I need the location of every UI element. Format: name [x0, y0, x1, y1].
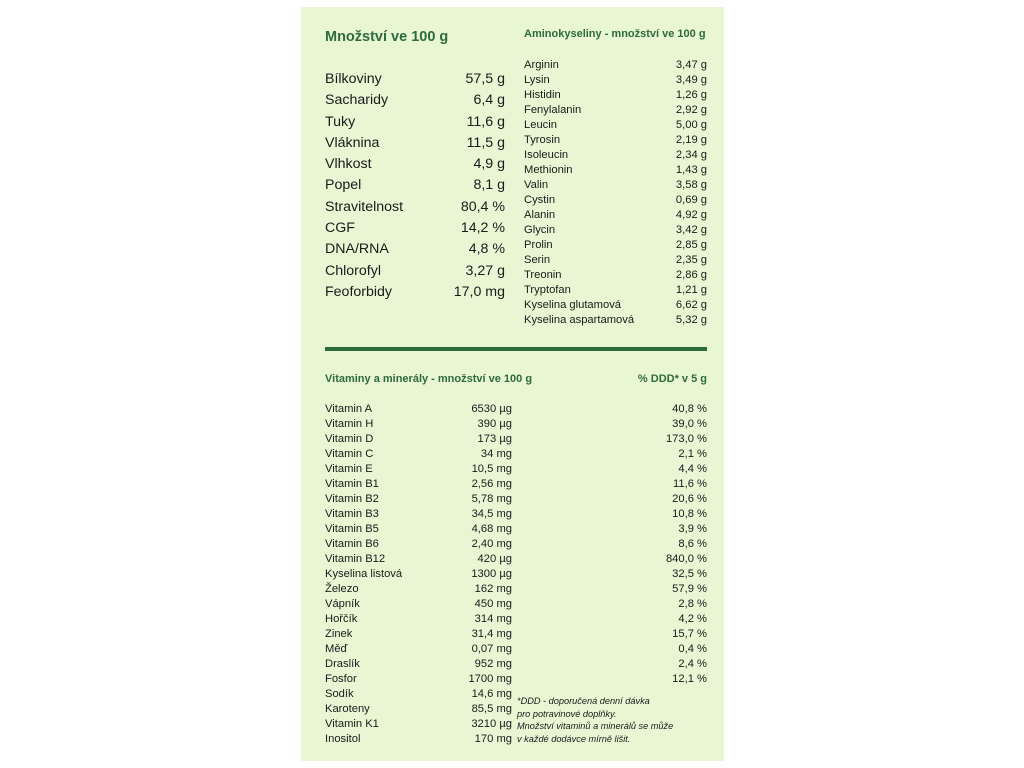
- vitamin-amount: 10,5 mg: [471, 463, 512, 475]
- vitamin-name: Vitamin B3: [325, 508, 379, 520]
- vitamin-amount: 162 mg: [474, 583, 512, 595]
- vitamin-name: Vitamin B2: [325, 493, 379, 505]
- vitamin-name: Vitamin E: [325, 463, 373, 475]
- amino-acid-value: 1,43 g: [675, 164, 707, 176]
- amino-acid-row: [524, 163, 707, 178]
- vitamin-amount: 170 mg: [474, 733, 512, 745]
- footnote-line: Množství vitaminů a minerálů se může: [517, 721, 674, 731]
- vitamin-ddd-percent: 20,6 %: [672, 493, 707, 505]
- nutrient-value: 6,4 g: [473, 92, 505, 109]
- vitamin-row: [325, 552, 707, 567]
- amino-acid-value: 2,92 g: [675, 104, 707, 116]
- amino-acid-row: [524, 88, 707, 103]
- vitamin-amount: 1300 µg: [471, 568, 512, 580]
- amino-acid-row: [524, 148, 707, 163]
- amino-acid-name: Treonin: [524, 269, 562, 281]
- vitamin-amount: 4,68 mg: [471, 523, 512, 535]
- amino-acid-value: 6,62 g: [675, 299, 707, 311]
- footnote-line: *DDD - doporučená denní dávka: [517, 696, 650, 706]
- vitamin-row: [325, 447, 707, 462]
- vitamin-name: Vitamin H: [325, 418, 374, 430]
- amino-acid-row: [524, 208, 707, 223]
- vitamin-ddd-percent: 11,6 %: [673, 478, 707, 490]
- vitamin-amount: 2,40 mg: [471, 538, 512, 550]
- vitamin-ddd-percent: 12,1 %: [672, 673, 707, 685]
- nutrient-name: Tuky: [325, 113, 356, 130]
- amino-acid-name: Fenylalanin: [524, 104, 582, 116]
- vitamin-row: [325, 537, 707, 552]
- nutrient-name: Sacharidy: [325, 92, 389, 109]
- nutrient-row: [325, 175, 505, 196]
- nutrients-table: [325, 69, 505, 303]
- amino-acid-row: [524, 283, 707, 298]
- nutrient-value: 3,27 g: [465, 262, 505, 279]
- vitamin-name: Sodík: [325, 688, 354, 700]
- amino-acid-name: Prolin: [524, 239, 553, 251]
- nutrient-row: [325, 112, 505, 133]
- nutrient-value: 57,5 g: [465, 71, 505, 87]
- section-divider: [325, 347, 707, 351]
- vitamin-row: [325, 492, 707, 507]
- vitamin-ddd-percent: 173,0 %: [665, 433, 707, 445]
- amino-acid-value: 1,26 g: [675, 89, 707, 101]
- vitamin-amount: 6530 µg: [471, 403, 512, 415]
- amino-acid-name: Tryptofan: [524, 284, 571, 296]
- amino-acid-value: 3,49 g: [675, 74, 707, 86]
- vitamin-name: Vitamin K1: [325, 718, 379, 730]
- amino-acid-name: Glycin: [524, 224, 556, 236]
- amino-acid-value: 2,35 g: [675, 254, 707, 266]
- vitamin-name: Železo: [325, 583, 359, 595]
- vitamin-row: [325, 672, 707, 687]
- amino-acid-value: 3,47 g: [675, 59, 707, 71]
- vitamin-amount: 314 mg: [474, 613, 512, 625]
- vitamin-amount: 2,56 mg: [471, 478, 512, 490]
- nutrient-name: CGF: [325, 220, 355, 237]
- vitamin-ddd-percent: 15,7 %: [672, 628, 707, 640]
- vitamin-name: Zinek: [325, 628, 353, 640]
- vitamin-row: [325, 462, 707, 477]
- vitamin-amount: 3210 µg: [471, 718, 512, 730]
- amino-acid-value: 2,85 g: [675, 239, 707, 251]
- vitamin-name: Kyselina listová: [325, 568, 403, 580]
- vitamin-name: Fosfor: [325, 673, 357, 685]
- vitamin-row: [325, 612, 707, 627]
- vitamin-row: [325, 582, 707, 597]
- vitamin-ddd-percent: 10,8 %: [672, 508, 707, 520]
- vitamin-amount: 420 µg: [477, 553, 512, 565]
- amino-acid-name: Kyselina aspartamová: [524, 314, 635, 326]
- amino-acid-row: [524, 193, 707, 208]
- amino-acid-value: 5,00 g: [675, 119, 707, 131]
- nutrient-name: Bílkoviny: [325, 71, 382, 87]
- vitamin-row: [325, 642, 707, 657]
- vitamin-ddd-percent: 4,4 %: [678, 463, 707, 475]
- nutrient-row: [325, 154, 505, 175]
- vitamin-row: [325, 522, 707, 537]
- amino-acid-name: Serin: [524, 254, 551, 266]
- amino-acid-row: [524, 103, 707, 118]
- nutrient-row: [325, 218, 505, 239]
- amino-acid-row: [524, 298, 707, 313]
- vitamin-amount: 952 mg: [474, 658, 512, 670]
- vitamin-name: Vitamin D: [325, 433, 374, 445]
- amino-acid-value: 2,86 g: [675, 269, 707, 281]
- nutrient-name: Popel: [325, 177, 362, 194]
- vitamin-row: [325, 507, 707, 522]
- nutrient-value: 17,0 mg: [453, 283, 505, 300]
- vitamin-ddd-percent: 57,9 %: [672, 583, 707, 595]
- nutrition-panel: [301, 7, 724, 761]
- vitamin-ddd-percent: 39,0 %: [672, 418, 707, 430]
- amino-acid-value: 3,42 g: [675, 224, 707, 236]
- vitamin-row: [325, 567, 707, 582]
- vitamin-amount: 85,5 mg: [471, 703, 512, 715]
- vitamin-name: Draslík: [325, 658, 360, 670]
- amino-acid-value: 5,32 g: [675, 314, 707, 326]
- amino-acid-row: [524, 268, 707, 283]
- vitamin-ddd-percent: 32,5 %: [672, 568, 707, 580]
- nutrient-name: Vláknina: [325, 134, 380, 151]
- amino-acid-name: Isoleucin: [524, 149, 569, 161]
- vitamin-name: Hořčík: [325, 613, 358, 625]
- footnote-line: pro potravinové doplňky.: [517, 708, 617, 719]
- nutrient-name: Chlorofyl: [325, 262, 381, 279]
- vitamin-ddd-percent: 8,6 %: [678, 538, 707, 550]
- vitamin-name: Vitamin B12: [325, 553, 386, 565]
- nutrient-row: [325, 239, 505, 260]
- amino-acid-name: Alanin: [524, 209, 556, 221]
- amino-acid-value: 0,69 g: [675, 194, 707, 206]
- nutrient-value: 11,6 g: [466, 113, 505, 130]
- vitamin-ddd-percent: 40,8 %: [672, 403, 707, 415]
- amino-acids-heading: Aminokyseliny - množství ve 100 g: [524, 28, 706, 40]
- nutrient-value: 11,5 g: [466, 134, 505, 151]
- amino-acid-value: 3,58 g: [675, 179, 707, 191]
- vitamin-ddd-percent: 0,4 %: [678, 643, 707, 655]
- vitamin-amount: 31,4 mg: [471, 628, 512, 640]
- vitamin-name: Karoteny: [325, 703, 370, 715]
- vitamin-amount: 34,5 mg: [471, 508, 512, 520]
- vitamin-amount: 5,78 mg: [471, 493, 512, 505]
- vitamin-ddd-percent: 4,2 %: [678, 613, 707, 625]
- vitamin-row: [325, 417, 707, 432]
- vitamin-row: [325, 657, 707, 672]
- amino-acid-name: Leucin: [524, 119, 557, 131]
- vitamin-amount: 173 µg: [477, 433, 512, 445]
- nutrient-row: [325, 90, 505, 111]
- amino-acid-value: 1,21 g: [675, 284, 707, 296]
- nutrient-name: Stravitelnost: [325, 198, 404, 215]
- vitamin-name: Vápník: [325, 598, 360, 610]
- amino-acid-name: Arginin: [524, 59, 559, 71]
- amino-acid-value: 2,19 g: [675, 134, 707, 146]
- vitamin-name: Měď: [325, 643, 348, 655]
- vitamin-ddd-percent: 2,8 %: [678, 598, 707, 610]
- amino-acids-table: [524, 58, 707, 328]
- ddd-heading: % DDD* v 5 g: [637, 373, 707, 385]
- nutrient-row: [325, 261, 505, 282]
- nutrient-row: [325, 282, 505, 303]
- amino-acid-value: 4,92 g: [675, 209, 707, 221]
- vitamin-row: [325, 402, 707, 417]
- vitamin-name: Vitamin C: [325, 448, 374, 460]
- nutrient-row: [325, 197, 505, 218]
- vitamin-ddd-percent: 3,9 %: [678, 523, 707, 535]
- nutrient-row: [325, 69, 505, 90]
- vitamin-amount: 0,07 mg: [471, 643, 512, 655]
- amino-acid-row: [524, 118, 707, 133]
- vitamin-amount: 450 mg: [474, 598, 512, 610]
- vitamin-ddd-percent: 2,4 %: [678, 658, 707, 670]
- vitamins-heading: Vitaminy a minerály - množství ve 100 g: [325, 373, 533, 385]
- vitamin-amount: 14,6 mg: [471, 688, 512, 700]
- amino-acid-row: [524, 313, 707, 328]
- vitamin-ddd-percent: 840,0 %: [665, 553, 707, 565]
- nutrient-name: DNA/RNA: [325, 241, 389, 258]
- vitamin-amount: 1700 mg: [468, 673, 512, 685]
- vitamin-ddd-percent: 2,1 %: [678, 448, 707, 460]
- amino-acid-name: Lysin: [524, 74, 550, 86]
- vitamin-name: Vitamin B5: [325, 523, 379, 535]
- vitamin-row: [325, 477, 707, 492]
- nutrient-name: Vlhkost: [325, 156, 372, 173]
- vitamin-row: [325, 432, 707, 447]
- amino-acid-row: [524, 73, 707, 88]
- nutrient-row: [325, 133, 505, 154]
- nutrient-value: 4,9 g: [473, 156, 505, 173]
- amino-acid-row: [524, 58, 707, 73]
- vitamin-amount: 34 mg: [480, 448, 512, 460]
- footnote: [517, 695, 717, 745]
- amino-acid-row: [524, 133, 707, 148]
- nutrient-value: 8,1 g: [473, 177, 505, 194]
- vitamin-row: [325, 627, 707, 642]
- amino-acid-name: Cystin: [524, 194, 556, 206]
- nutrient-value: 14,2 %: [460, 220, 505, 237]
- nutrient-name: Feoforbidy: [325, 283, 393, 300]
- nutrient-value: 80,4 %: [460, 198, 505, 215]
- footnote-line: v každé dodávce mírně lišit.: [517, 733, 631, 744]
- amino-acid-name: Valin: [524, 179, 549, 191]
- amino-acid-row: [524, 223, 707, 238]
- vitamin-name: Vitamin A: [325, 403, 373, 415]
- vitamin-row: [325, 597, 707, 612]
- vitamin-name: Vitamin B1: [325, 478, 379, 490]
- amino-acid-name: Histidin: [524, 89, 561, 101]
- amino-acid-name: Kyselina glutamová: [524, 299, 622, 311]
- nutrient-value: 4,8 %: [468, 241, 505, 258]
- vitamin-name: Inositol: [325, 733, 361, 745]
- nutrients-heading: Množství ve 100 g: [325, 29, 449, 45]
- vitamin-name: Vitamin B6: [325, 538, 379, 550]
- amino-acid-row: [524, 238, 707, 253]
- amino-acid-name: Tyrosin: [524, 134, 561, 146]
- amino-acid-row: [524, 178, 707, 193]
- amino-acid-value: 2,34 g: [675, 149, 707, 161]
- amino-acid-row: [524, 253, 707, 268]
- amino-acid-name: Methionin: [524, 164, 573, 176]
- vitamin-amount: 390 µg: [477, 418, 512, 430]
